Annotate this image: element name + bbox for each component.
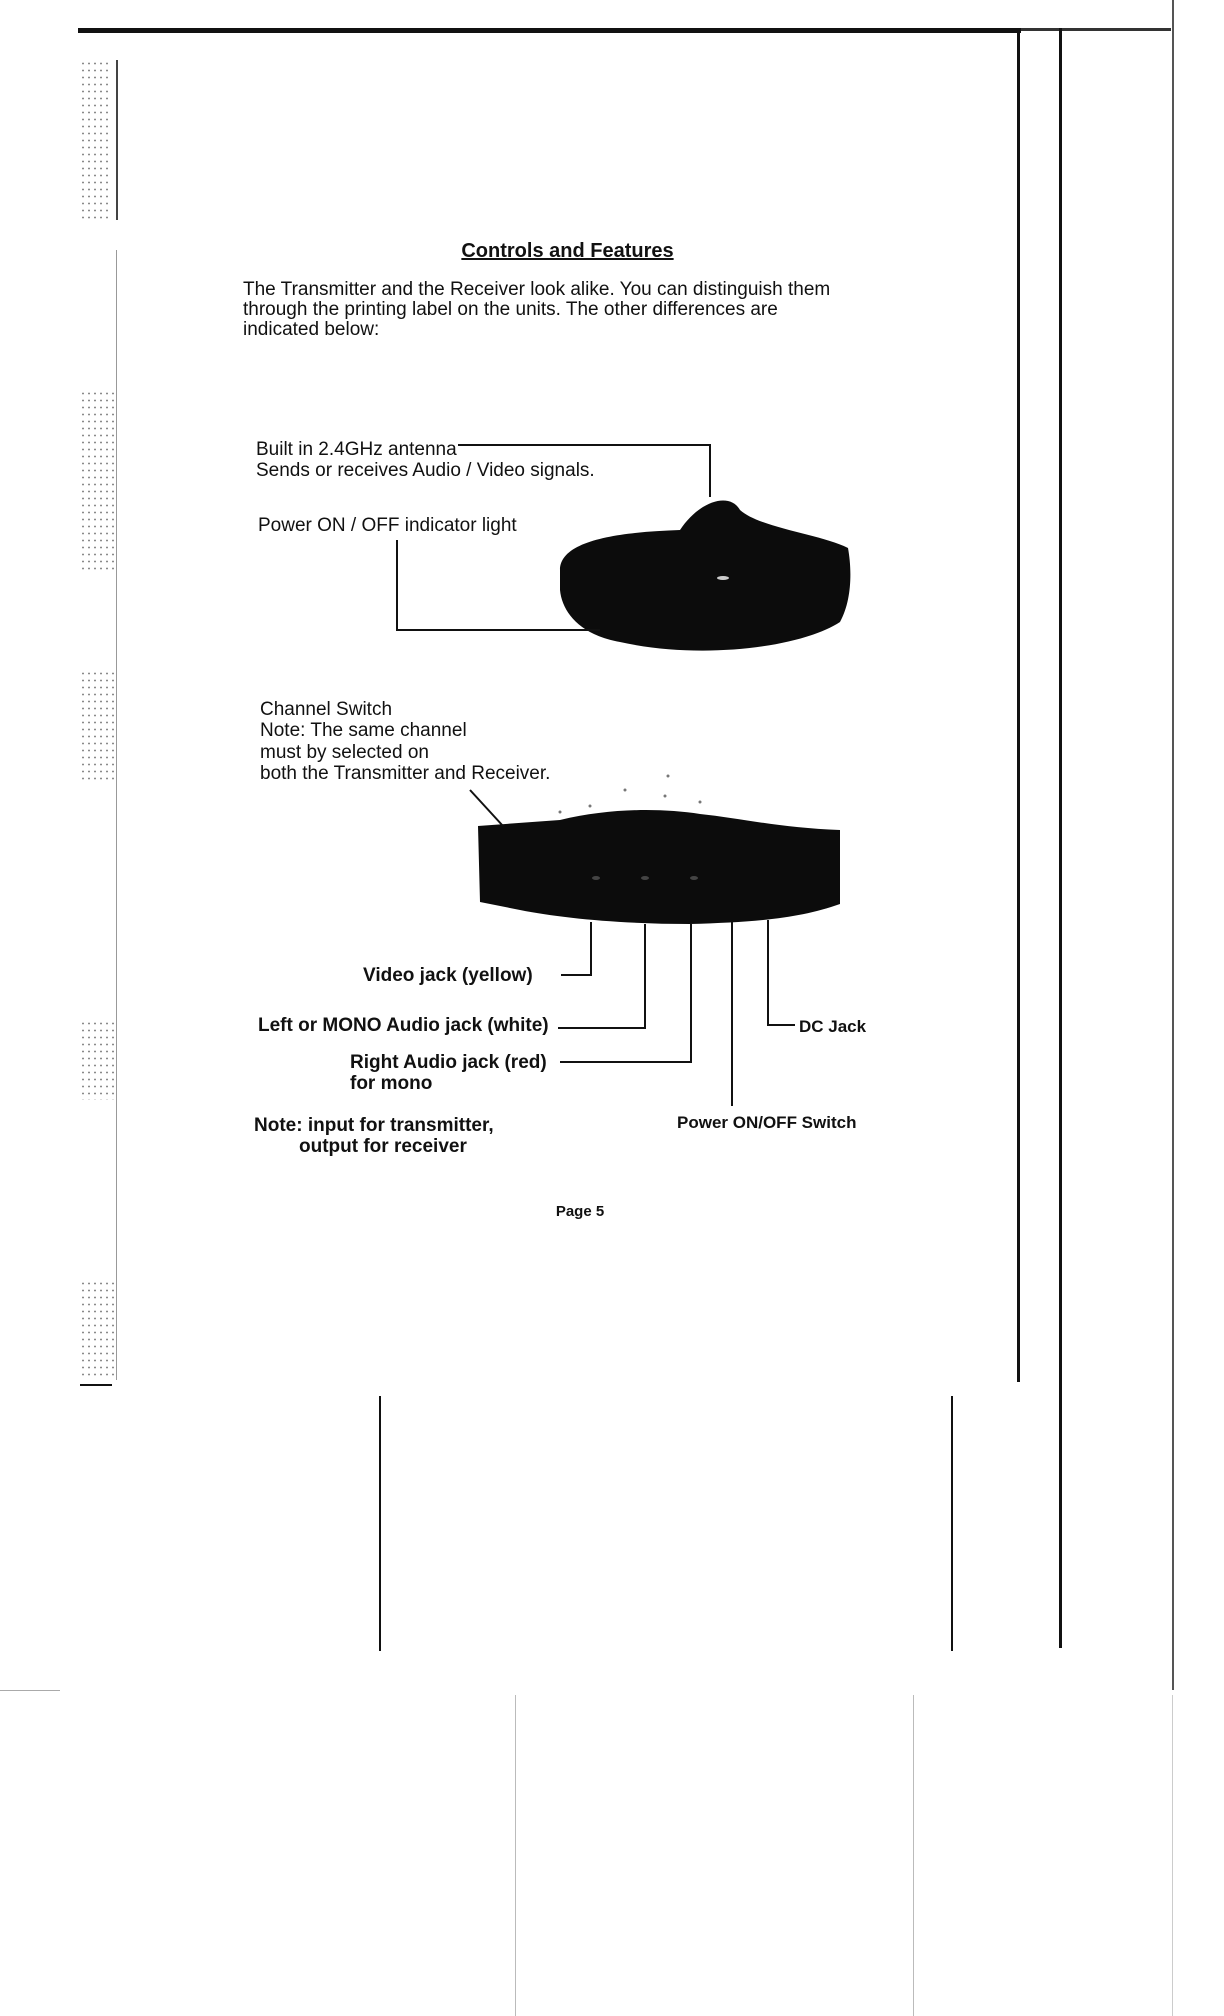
section-heading: Controls and Features bbox=[461, 240, 674, 262]
right-audio-jack-note: for mono bbox=[350, 1073, 433, 1094]
power-light-label: Power ON / OFF indicator light bbox=[258, 515, 517, 536]
antenna-label: Built in 2.4GHz antenna bbox=[256, 439, 457, 460]
top-unit-illustration bbox=[560, 500, 850, 650]
video-jack-leader bbox=[561, 922, 591, 975]
intro-line-2: through the printing label on the units. The other differences are bbox=[243, 299, 778, 320]
left-audio-jack-label: Left or MONO Audio jack (white) bbox=[258, 1015, 549, 1036]
channel-note-line-3: both the Transmitter and Receiver. bbox=[260, 763, 551, 784]
io-note-line-1: Note: input for transmitter, bbox=[254, 1115, 494, 1136]
power-switch-label: Power ON/OFF Switch bbox=[677, 1113, 857, 1132]
io-note-line-2: output for receiver bbox=[299, 1136, 467, 1157]
channel-note-line-1: Note: The same channel bbox=[260, 720, 467, 741]
right-audio-leader bbox=[560, 924, 691, 1062]
channel-switch-label: Channel Switch bbox=[260, 699, 393, 720]
dc-jack-label: DC Jack bbox=[799, 1017, 867, 1036]
right-audio-jack-label: Right Audio jack (red) bbox=[350, 1052, 547, 1073]
antenna-description: Sends or receives Audio / Video signals. bbox=[256, 460, 595, 481]
bottom-unit-illustration bbox=[478, 775, 840, 925]
channel-switch-leader bbox=[470, 790, 503, 826]
video-jack-label: Video jack (yellow) bbox=[363, 965, 533, 986]
dc-jack-leader bbox=[768, 920, 795, 1025]
intro-line-3: indicated below: bbox=[243, 319, 380, 340]
intro-line-1: The Transmitter and the Receiver look alike. You can distinguish them bbox=[243, 279, 831, 300]
channel-note-line-2: must by selected on bbox=[260, 742, 429, 763]
page-number: Page 5 bbox=[555, 1203, 605, 1220]
